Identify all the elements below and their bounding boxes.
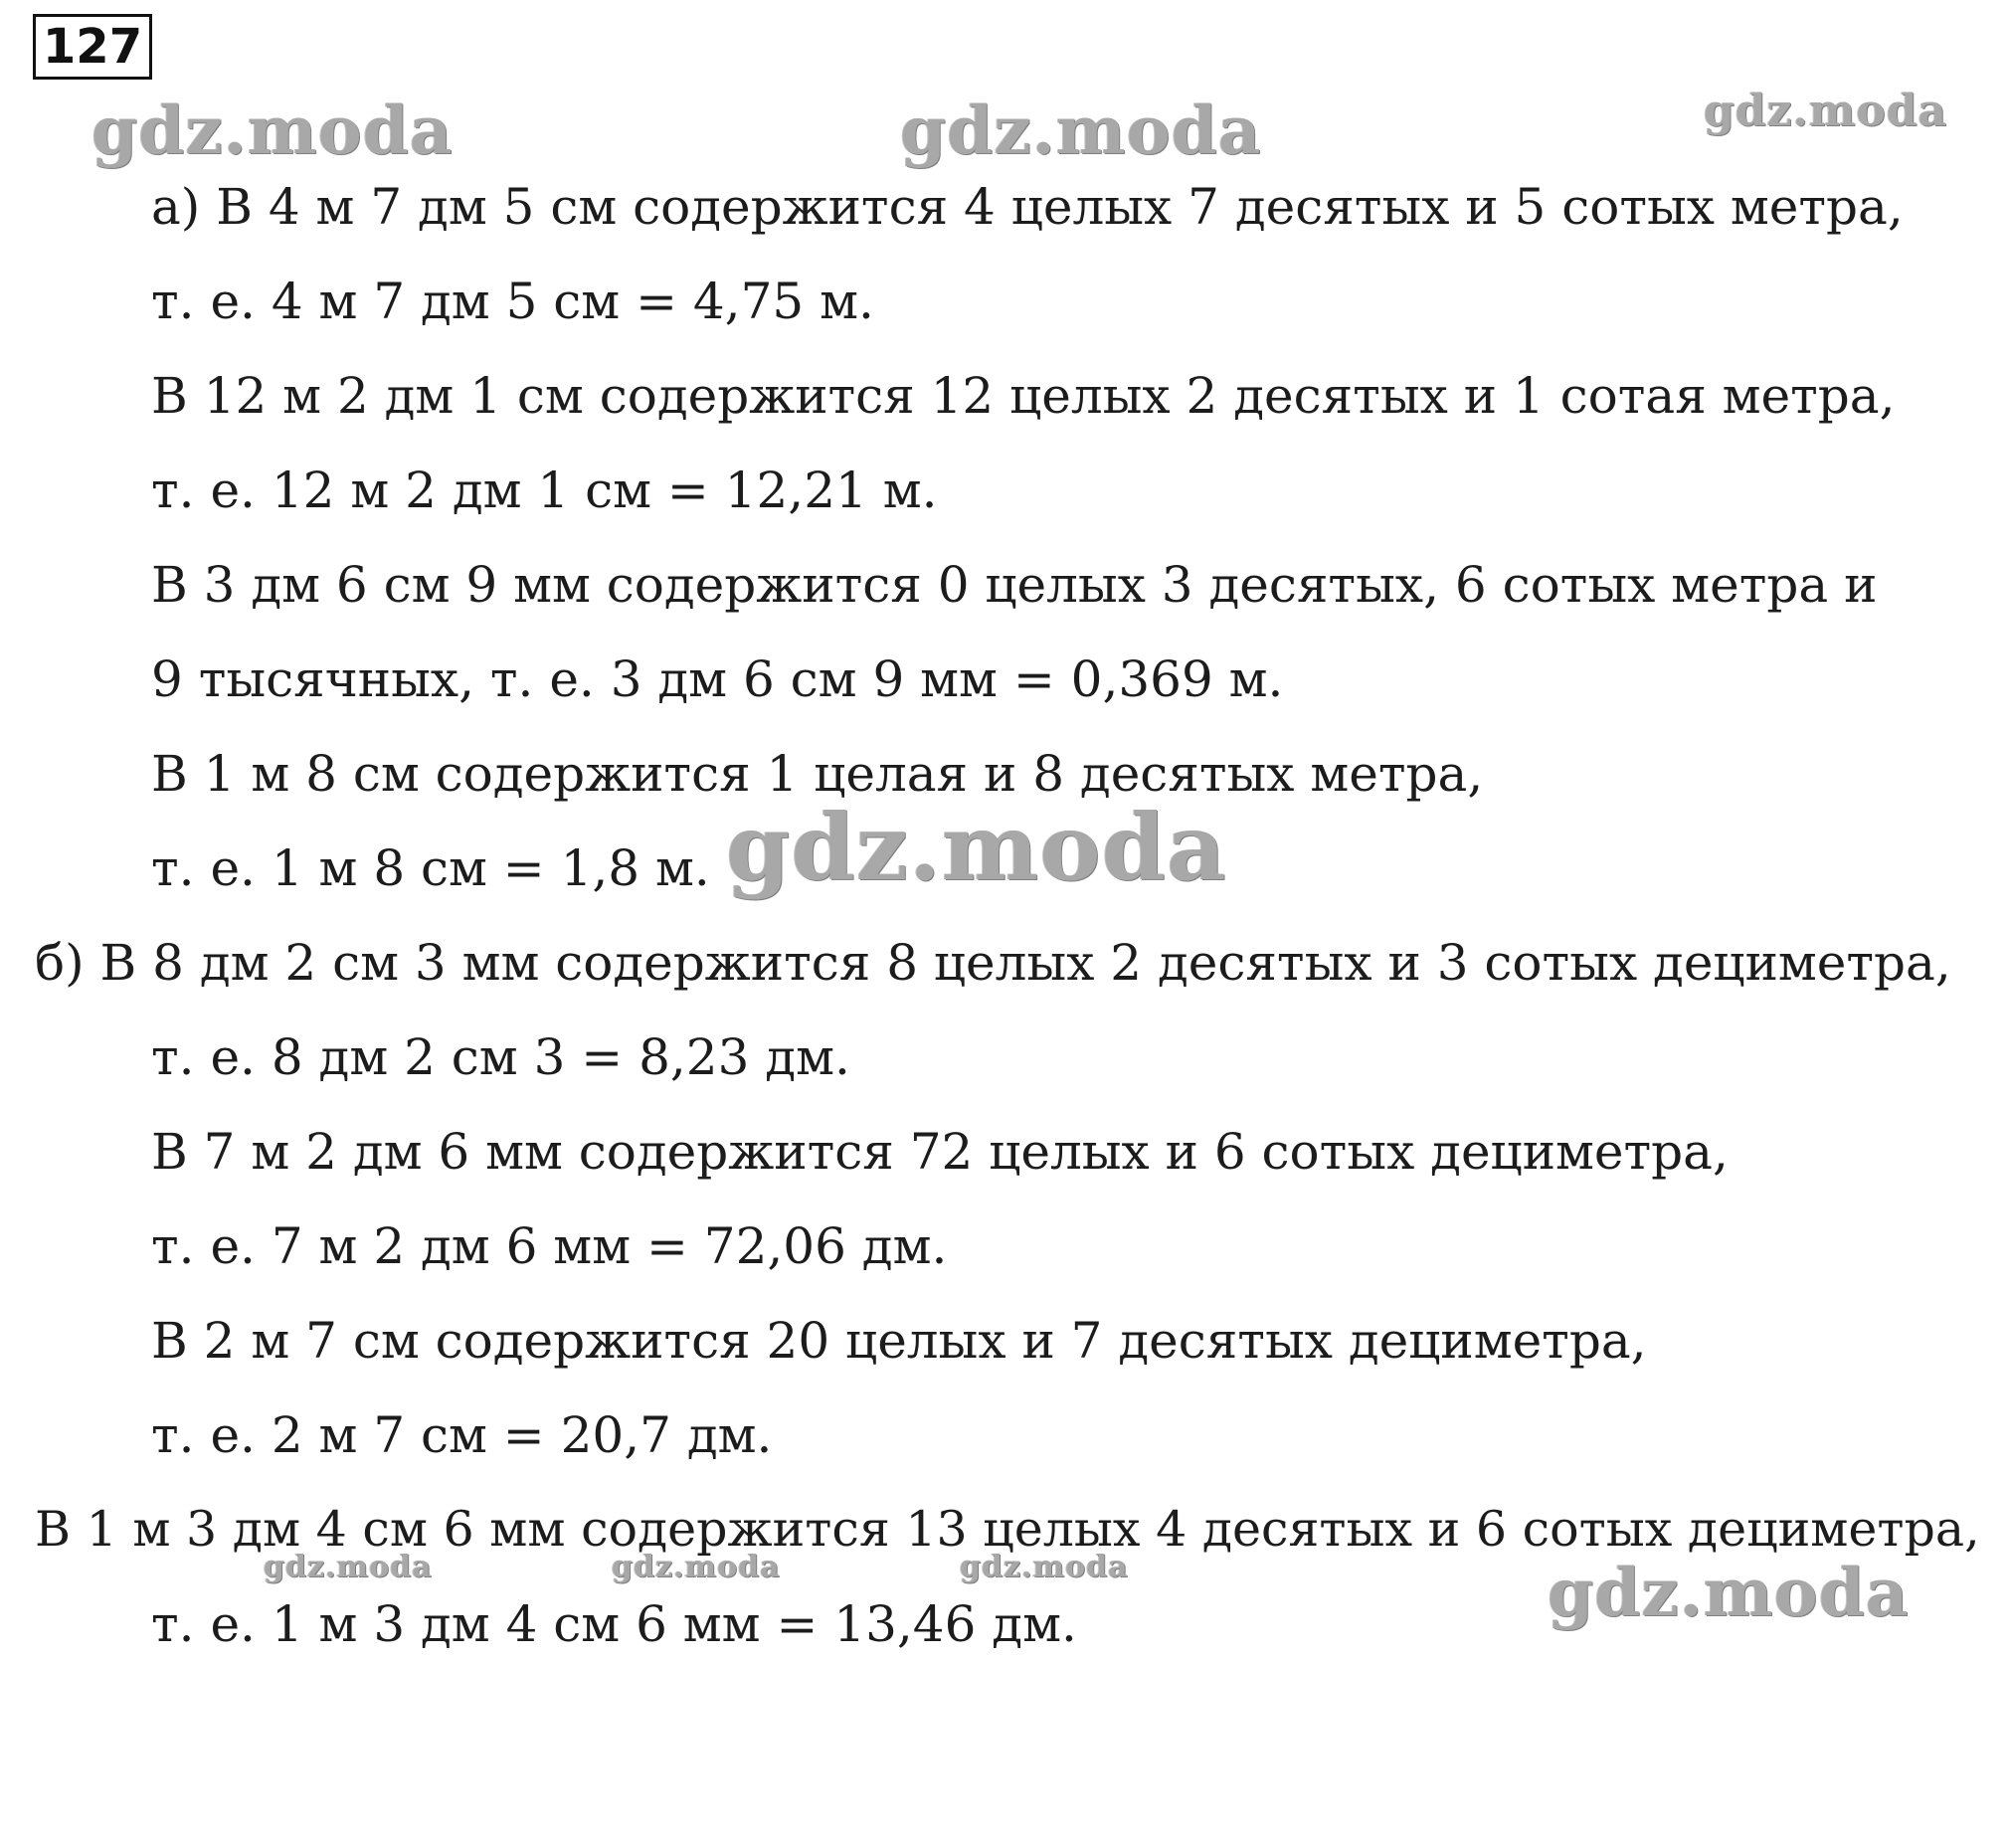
watermark: gdz.moda [612, 1550, 781, 1584]
solution-line: т. е. 12 м 2 дм 1 см = 12,21 м. [151, 462, 938, 519]
solution-line: б) В 8 дм 2 см 3 мм содержится 8 целых 2 десятых и 3 сотых дециметра, [35, 934, 1951, 992]
solution-line: т. е. 2 м 7 см = 20,7 дм. [151, 1406, 773, 1464]
watermark: gdz.moda [264, 1550, 433, 1584]
solution-line: т. е. 1 м 8 см = 1,8 м. [151, 839, 710, 897]
solution-line: т. е. 4 м 7 дм 5 см = 4,75 м. [151, 273, 874, 330]
watermark: gdz.moda [726, 794, 1227, 901]
problem-number: 127 [33, 14, 152, 80]
watermark: gdz.moda [1548, 1554, 1910, 1631]
watermark: gdz.moda [1704, 86, 1948, 136]
watermark: gdz.moda [960, 1550, 1129, 1584]
solution-line: т. е. 1 м 3 дм 4 см 6 мм = 13,46 дм. [151, 1595, 1077, 1653]
solution-line: т. е. 8 дм 2 см 3 = 8,23 дм. [151, 1028, 850, 1086]
solution-line: т. е. 7 м 2 дм 6 мм = 72,06 дм. [151, 1217, 948, 1275]
solution-line: В 1 м 8 см содержится 1 целая и 8 десятых метра, [151, 745, 1484, 803]
solution-line: а) В 4 м 7 дм 5 см содержится 4 целых 7 десятых и 5 сотых метра, [151, 178, 1904, 236]
solution-line: В 2 м 7 см содержится 20 целых и 7 десятых дециметра, [151, 1312, 1647, 1370]
watermark: gdz.moda [91, 92, 454, 169]
solution-line: 9 тысячных, т. е. 3 дм 6 см 9 мм = 0,369 м. [151, 650, 1284, 708]
solution-line: В 3 дм 6 см 9 мм содержится 0 целых 3 десятых, 6 сотых метра и [151, 556, 1878, 614]
watermark: gdz.moda [900, 92, 1262, 169]
solution-line: В 1 м 3 дм 4 см 6 мм содержится 13 целых 4 десятых и 6 сотых дециметра, [35, 1501, 1980, 1558]
solution-line: В 7 м 2 дм 6 мм содержится 72 целых и 6 сотых дециметра, [151, 1123, 1729, 1181]
solution-line: В 12 м 2 дм 1 см содержится 12 целых 2 десятых и 1 сотая метра, [151, 367, 1896, 425]
